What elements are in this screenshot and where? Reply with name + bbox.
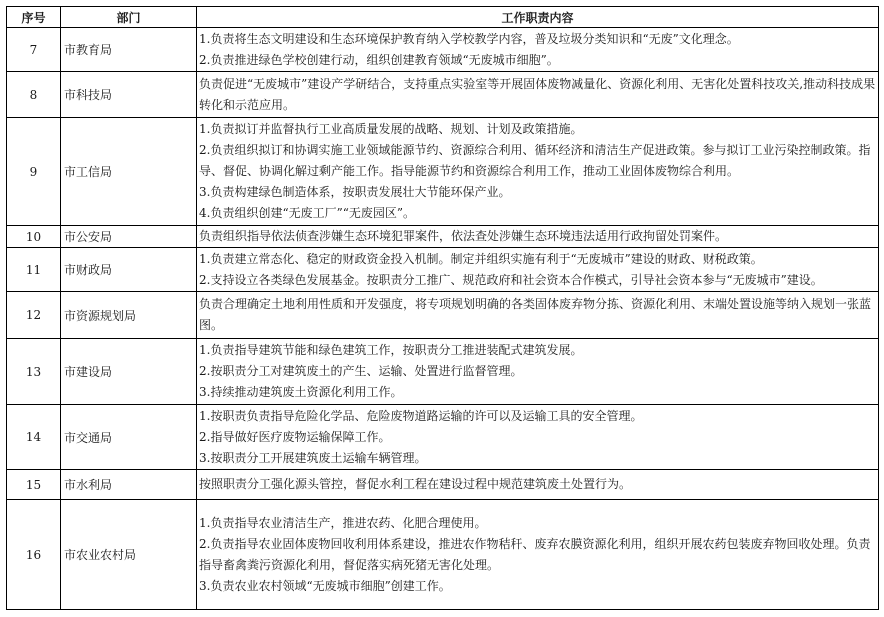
duty-line: 4.负责组织创建“无废工厂”“无废园区”。 <box>199 206 415 220</box>
department-name: 市农业农村局 <box>61 500 197 610</box>
department-name: 市教育局 <box>61 28 197 72</box>
department-name: 市水利局 <box>61 470 197 500</box>
duty-line: 1.负责建立常态化、稳定的财政资金投入机制。制定并组织实施有利于“无废城市”建设的财政、财税政策。 <box>199 251 763 266</box>
department-name: 市科技局 <box>61 72 197 118</box>
table-row <box>7 118 879 226</box>
row-number: 16 <box>7 500 61 610</box>
row-number: 13 <box>7 339 61 405</box>
duty-line: 3.负责农业农村领域“无废城市细胞”创建工作。 <box>199 578 451 593</box>
table-row <box>7 72 879 118</box>
row-number: 8 <box>7 72 61 118</box>
duty-line: 2.指导做好医疗废物运输保障工作。 <box>199 429 391 444</box>
duty-cell <box>197 500 879 610</box>
duty-line: 负责合理确定土地利用性质和开发强度，将专项规划明确的各类固体废弃物分拣、资源化利用、末端处置设施等纳入规划一张蓝图。 <box>199 297 872 332</box>
row-number: 10 <box>7 226 61 248</box>
duty-line: 3.持续推动建筑废土资源化利用工作。 <box>199 385 403 399</box>
header-duty: 工作职责内容 <box>197 7 879 28</box>
row-number: 11 <box>7 248 61 292</box>
table-row <box>7 248 879 292</box>
duty-cell <box>197 292 879 339</box>
department-name: 市财政局 <box>61 248 197 292</box>
duty-line: 2.支持设立各类绿色发展基金。按职责分工推广、规范政府和社会资本合作模式，引导社会资本参与“无废城市”建设。 <box>199 272 823 287</box>
duty-line: 负责组织指导依法侦查涉嫌生态环境犯罪案件，依法查处涉嫌生态环境违法适用行政拘留处罚案件。 <box>199 229 728 243</box>
header-row <box>7 7 879 28</box>
duty-line: 2.负责指导农业固体废物回收利用体系建设，推进农作物秸秆、废弃农膜资源化利用，组织开展农药包装废弃物回收处理。负责指导畜禽粪污资源化利用，督促落实病死猪无害化处理。 <box>199 536 871 572</box>
duty-line: 1.负责指导农业清洁生产，推进农药、化肥合理使用。 <box>199 515 487 530</box>
duty-line: 负责促进“无废城市”建设产学研结合，支持重点实验室等开展固体废物减量化、资源化利用、无害化处置科技攻关,推动科技成果转化和示范应用。 <box>199 76 876 112</box>
duty-line: 2.负责组织拟订和协调实施工业领域能源节约、资源综合利用、循环经济和清洁生产促进政策。参与拟订工业污染控制政策。指导、督促、协调化解过剩产能工作。指导能源节约和资源综合利用工作，推动工业固体废物综合利用。 <box>199 143 871 178</box>
duty-line: 3.按职责分工开展建筑废土运输车辆管理。 <box>199 450 427 465</box>
duty-line: 2.按职责分工对建筑废土的产生、运输、处置进行监督管理。 <box>199 364 523 378</box>
department-name: 市建设局 <box>61 339 197 405</box>
duty-line: 1.负责将生态文明建设和生态环境保护教育纳入学校教学内容，普及垃圾分类知识和“无废”文化理念。 <box>199 31 739 46</box>
duty-line: 2.负责推进绿色学校创建行动，组织创建教育领域“无废城市细胞”。 <box>199 52 559 67</box>
duty-cell <box>197 470 879 500</box>
department-name: 市交通局 <box>61 405 197 470</box>
header-no: 序号 <box>7 7 61 28</box>
row-number: 7 <box>7 28 61 72</box>
department-name: 市公安局 <box>61 226 197 248</box>
duty-cell <box>197 28 879 72</box>
table-row <box>7 28 879 72</box>
table-row <box>7 470 879 500</box>
row-number: 12 <box>7 292 61 339</box>
row-number: 15 <box>7 470 61 500</box>
duty-line: 1.负责拟订并监督执行工业高质量发展的战略、规划、计划及政策措施。 <box>199 122 583 136</box>
duty-line: 1.负责指导建筑节能和绿色建筑工作，按职责分工推进装配式建筑发展。 <box>199 343 583 357</box>
table-row <box>7 339 879 405</box>
row-number: 9 <box>7 118 61 226</box>
table-row <box>7 292 879 339</box>
row-number: 14 <box>7 405 61 470</box>
duty-cell <box>197 339 879 405</box>
header-dept: 部门 <box>61 7 197 28</box>
duty-line: 1.按职责负责指导危险化学品、危险废物道路运输的许可以及运输工具的安全管理。 <box>199 408 643 423</box>
duty-line: 3.负责构建绿色制造体系，按职责发展壮大节能环保产业。 <box>199 185 511 199</box>
duty-cell <box>197 226 879 248</box>
department-name: 市工信局 <box>61 118 197 226</box>
duty-line: 按照职责分工强化源头管控，督促水利工程在建设过程中规范建筑废土处置行为。 <box>199 477 632 491</box>
duty-table <box>6 6 879 610</box>
table-row <box>7 226 879 248</box>
table-row <box>7 405 879 470</box>
department-name: 市资源规划局 <box>61 292 197 339</box>
duty-cell <box>197 118 879 226</box>
duty-cell <box>197 72 879 118</box>
table-row <box>7 500 879 610</box>
duty-cell <box>197 248 879 292</box>
duty-cell <box>197 405 879 470</box>
